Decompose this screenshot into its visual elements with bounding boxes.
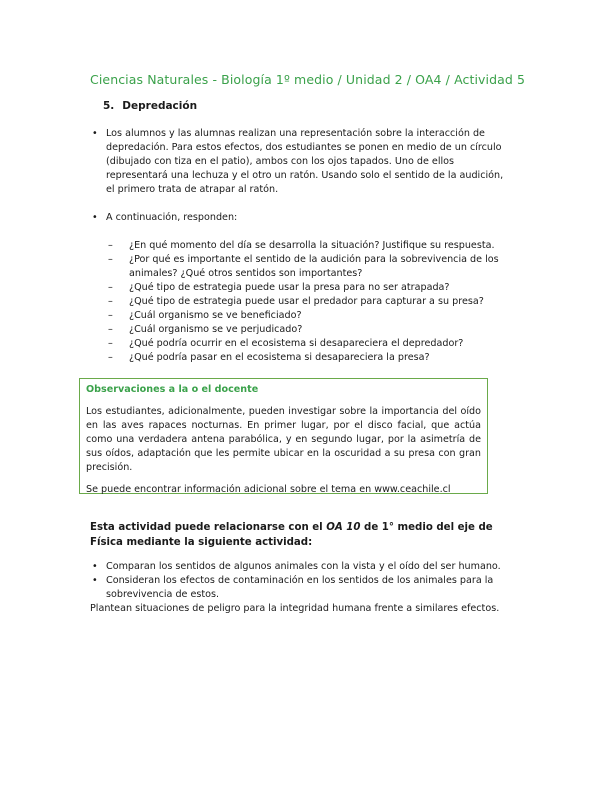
dash-icon: – bbox=[108, 338, 113, 349]
question-item bbox=[108, 253, 528, 281]
dash-icon: – bbox=[108, 240, 113, 251]
bullet-icon: • bbox=[92, 575, 98, 586]
relation-title bbox=[90, 520, 520, 550]
question-item bbox=[108, 295, 528, 309]
question-item bbox=[108, 281, 528, 295]
observations-info: Se puede encontrar información adicional sobre el tema en www.ceachile.cl bbox=[86, 484, 451, 495]
question-text: ¿Qué tipo de estrategia puede usar el predador para capturar a su presa? bbox=[129, 296, 484, 307]
list-item bbox=[90, 574, 510, 602]
bullet-icon: • bbox=[92, 561, 98, 572]
question-item bbox=[108, 323, 528, 337]
question-item bbox=[108, 239, 528, 253]
relation-list bbox=[90, 560, 510, 602]
relation-item-text: Consideran los efectos de contaminación en los sentidos de los animales para la sobrevivencia de estos. bbox=[106, 575, 494, 600]
dash-icon: – bbox=[108, 352, 113, 363]
list-item bbox=[90, 560, 510, 574]
dash-icon: – bbox=[108, 254, 113, 265]
observations-paragraph: Los estudiantes, adicionalmente, pueden investigar sobre la importancia del oído en las aves rapaces nocturnas. En primer lugar, por el disco facial, que actúa como una verdadera antena parabólica, y en segundo lugar, por la asimetría de sus oídos, adaptación que les permite ubicar en la oscuridad a su presa con gran precisión. bbox=[86, 406, 481, 473]
question-text: ¿En qué momento del día se desarrolla la situación? Justifique su respuesta. bbox=[129, 240, 495, 251]
dash-icon: – bbox=[108, 296, 113, 307]
section-number: 5. bbox=[103, 100, 115, 112]
section-title bbox=[103, 100, 197, 112]
question-text: ¿Por qué es importante el sentido de la audición para la sobrevivencia de los animales? ¿Qué otros sentidos son importantes? bbox=[129, 254, 499, 279]
relation-item-text: Comparan los sentidos de algunos animales con la vista y el oído del ser humano. bbox=[106, 561, 501, 572]
page-header: Ciencias Naturales - Biología 1º medio / Unidad 2 / OA4 / Actividad 5 bbox=[90, 72, 526, 87]
list-item bbox=[90, 211, 510, 225]
relation-final-line: Plantean situaciones de peligro para la integridad humana frente a similares efectos. bbox=[90, 603, 500, 614]
list-item bbox=[90, 127, 510, 197]
question-item bbox=[108, 309, 528, 323]
bullet-text: Los alumnos y las alumnas realizan una representación sobre la interacción de depredación. Para estos efectos, dos estudiantes se ponen en medio de un círculo (dibujado con tiza en el patio), ambos con los ojos tapados. Uno de ellos representará una lechuza y el otro un ratón. Usando solo el sentido de la audición, el primero trata de atrapar al ratón. bbox=[106, 128, 504, 195]
relation-title-oa: OA 10 bbox=[326, 522, 361, 533]
dash-icon: – bbox=[108, 282, 113, 293]
observations-title: Observaciones a la o el docente bbox=[86, 384, 259, 395]
question-text: ¿Qué podría pasar en el ecosistema si desapareciera la presa? bbox=[129, 352, 430, 363]
question-text: ¿Cuál organismo se ve beneficiado? bbox=[129, 310, 302, 321]
question-text: ¿Qué podría ocurrir en el ecosistema si desapareciera el depredador? bbox=[129, 338, 464, 349]
relation-title-end: de 1° medio del eje de Física mediante la siguiente actividad: bbox=[90, 522, 493, 548]
activity-bullets bbox=[90, 127, 510, 239]
question-text: ¿Qué tipo de estrategia puede usar la presa para no ser atrapada? bbox=[129, 282, 450, 293]
teacher-observations-box bbox=[79, 378, 488, 494]
question-item bbox=[108, 337, 528, 351]
relation-title-start: Esta actividad puede relacionarse con el bbox=[90, 522, 327, 533]
questions-list bbox=[108, 239, 528, 365]
bullet-icon: • bbox=[92, 212, 98, 223]
bullet-text: A continuación, responden: bbox=[106, 212, 238, 223]
section-title-text: Depredación bbox=[122, 100, 198, 112]
dash-icon: – bbox=[108, 310, 113, 321]
question-text: ¿Cuál organismo se ve perjudicado? bbox=[129, 324, 303, 335]
question-item bbox=[108, 351, 528, 365]
bullet-icon: • bbox=[92, 128, 98, 139]
dash-icon: – bbox=[108, 324, 113, 335]
